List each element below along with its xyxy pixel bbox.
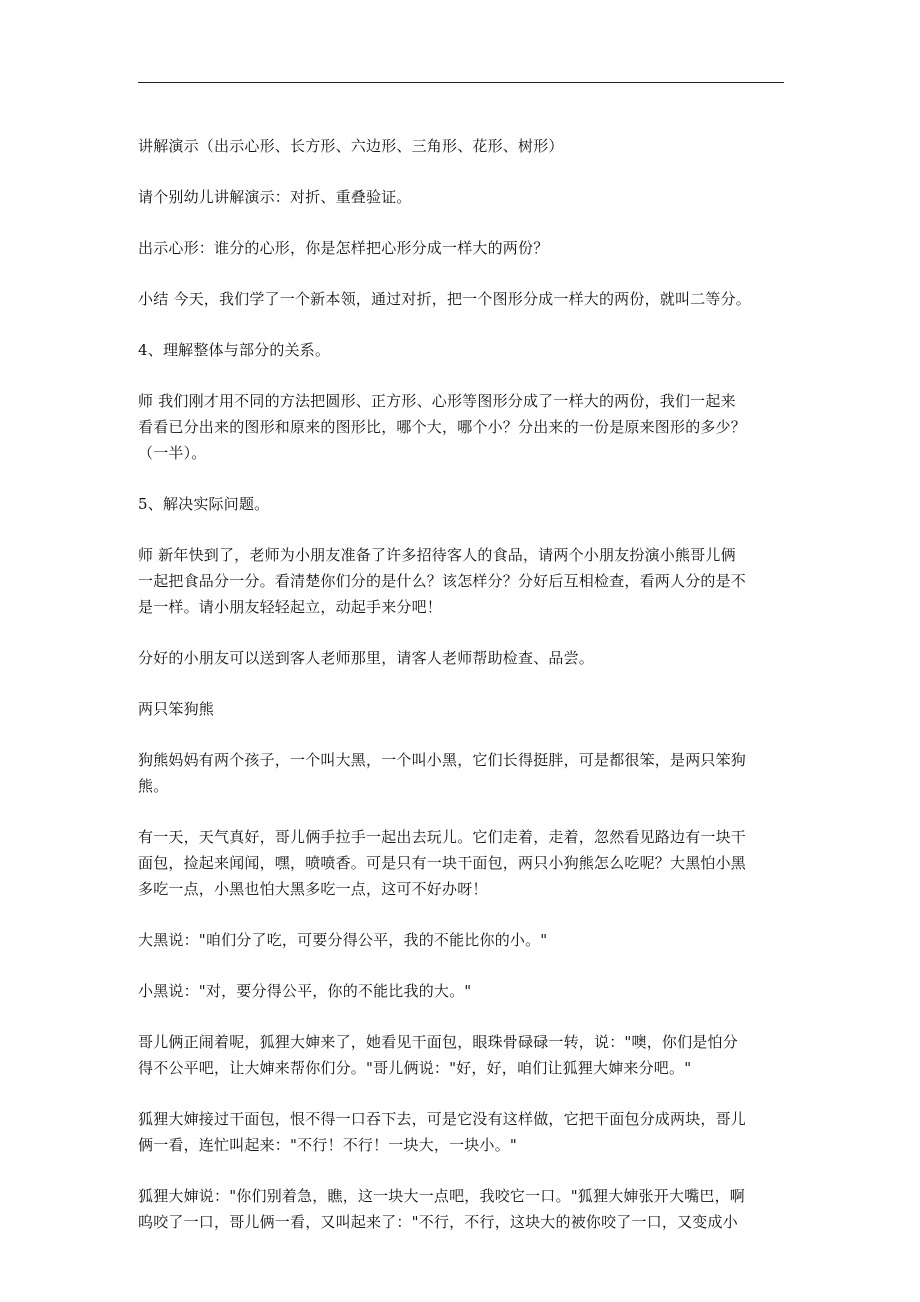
text-line: 呜咬了一口，哥儿俩一看，又叫起来了："不行，不行，这块大的被你咬了一口，又变成小 xyxy=(138,1213,738,1231)
text-line: 是一样。请小朋友轻轻起立，动起手来分吧！ xyxy=(138,598,443,616)
text-line: 两只笨狗熊 xyxy=(138,700,215,718)
text-line: 熊。 xyxy=(138,777,169,795)
paragraph xyxy=(138,1106,798,1158)
text-line: 得不公平吧，让大婶来帮你们分。"哥儿俩说："好，好，咱们让狐狸大婶来分吧。" xyxy=(138,1059,692,1077)
paragraph xyxy=(138,388,798,466)
paragraph xyxy=(138,184,798,210)
text-line: 师 新年快到了，老师为小朋友准备了许多招待客人的食品，请两个小朋友扮演小熊哥儿俩 xyxy=(138,546,736,564)
text-line: 5、解决实际问题。 xyxy=(138,495,270,513)
paragraph xyxy=(138,824,798,902)
document-body xyxy=(138,133,798,1260)
text-line: 狐狸大婶说："你们别着急，瞧，这一块大一点吧，我咬它一口。"狐狸大婶张开大嘴巴，啊 xyxy=(138,1187,746,1205)
paragraph xyxy=(138,542,798,620)
text-line: 一起把食品分一分。看清楚你们分的是什么？该怎样分？分好后互相检查，看两人分的是不 xyxy=(138,572,747,590)
text-line: 狗熊妈妈有两个孩子，一个叫大黑，一个叫小黑，它们长得挺胖，可是都很笨，是两只笨狗 xyxy=(138,751,747,769)
paragraph xyxy=(138,337,798,363)
text-line: 面包，捡起来闻闻，嘿，喷喷香。可是只有一块干面包，两只小狗熊怎么吃呢？大黑怕小黑 xyxy=(138,854,747,872)
text-line: 师 我们刚才用不同的方法把圆形、正方形、心形等图形分成了一样大的两份，我们一起来 xyxy=(138,392,736,410)
text-line: 多吃一点，小黑也怕大黑多吃一点，这可不好办呀！ xyxy=(138,880,488,898)
paragraph xyxy=(138,978,798,1004)
text-line: 4、理解整体与部分的关系。 xyxy=(138,341,331,359)
text-line: 大黑说："咱们分了吃，可要分得公平，我的不能比你的小。" xyxy=(138,931,548,949)
paragraph xyxy=(138,1029,798,1081)
text-line: 狐狸大婶接过干面包，恨不得一口吞下去，可是它没有这样做，它把干面包分成两块，哥儿 xyxy=(138,1110,747,1128)
text-line: （一半）。 xyxy=(138,444,207,462)
text-line: 俩一看，连忙叫起来："不行！不行！一块大，一块小。" xyxy=(138,1136,518,1154)
paragraph xyxy=(138,491,798,517)
text-line: 出示心形：谁分的心形，你是怎样把心形分成一样大的两份？ xyxy=(138,239,549,257)
header-rule xyxy=(138,82,784,83)
paragraph xyxy=(138,1183,798,1235)
paragraph xyxy=(138,927,798,953)
text-line: 请个别幼儿讲解演示：对折、重叠验证。 xyxy=(138,188,412,206)
paragraph xyxy=(138,235,798,261)
paragraph xyxy=(138,286,798,312)
text-line: 有一天，天气真好，哥儿俩手拉手一起出去玩儿。它们走着，走着，忽然看见路边有一块干 xyxy=(138,828,747,846)
text-line: 看看已分出来的图形和原来的图形比，哪个大，哪个小？分出来的一份是原来图形的多少？ xyxy=(138,418,747,436)
paragraph xyxy=(138,696,798,722)
text-line: 小黑说："对，要分得公平，你的不能比我的大。" xyxy=(138,982,472,1000)
text-line: 小结 今天，我们学了一个新本领，通过对折，把一个图形分成一样大的两份，就叫二等分。 xyxy=(138,290,751,308)
paragraph xyxy=(138,747,798,799)
text-line: 分好的小朋友可以送到客人老师那里，请客人老师帮助检查、品尝。 xyxy=(138,649,595,667)
paragraph xyxy=(138,645,798,671)
text-line: 哥儿俩正闹着呢，狐狸大婶来了，她看见干面包，眼珠骨碌碌一转，说："噢，你们是怕分 xyxy=(138,1033,738,1051)
paragraph xyxy=(138,133,798,159)
text-line: 讲解演示（出示心形、长方形、六边形、三角形、花形、树形） xyxy=(138,137,564,155)
